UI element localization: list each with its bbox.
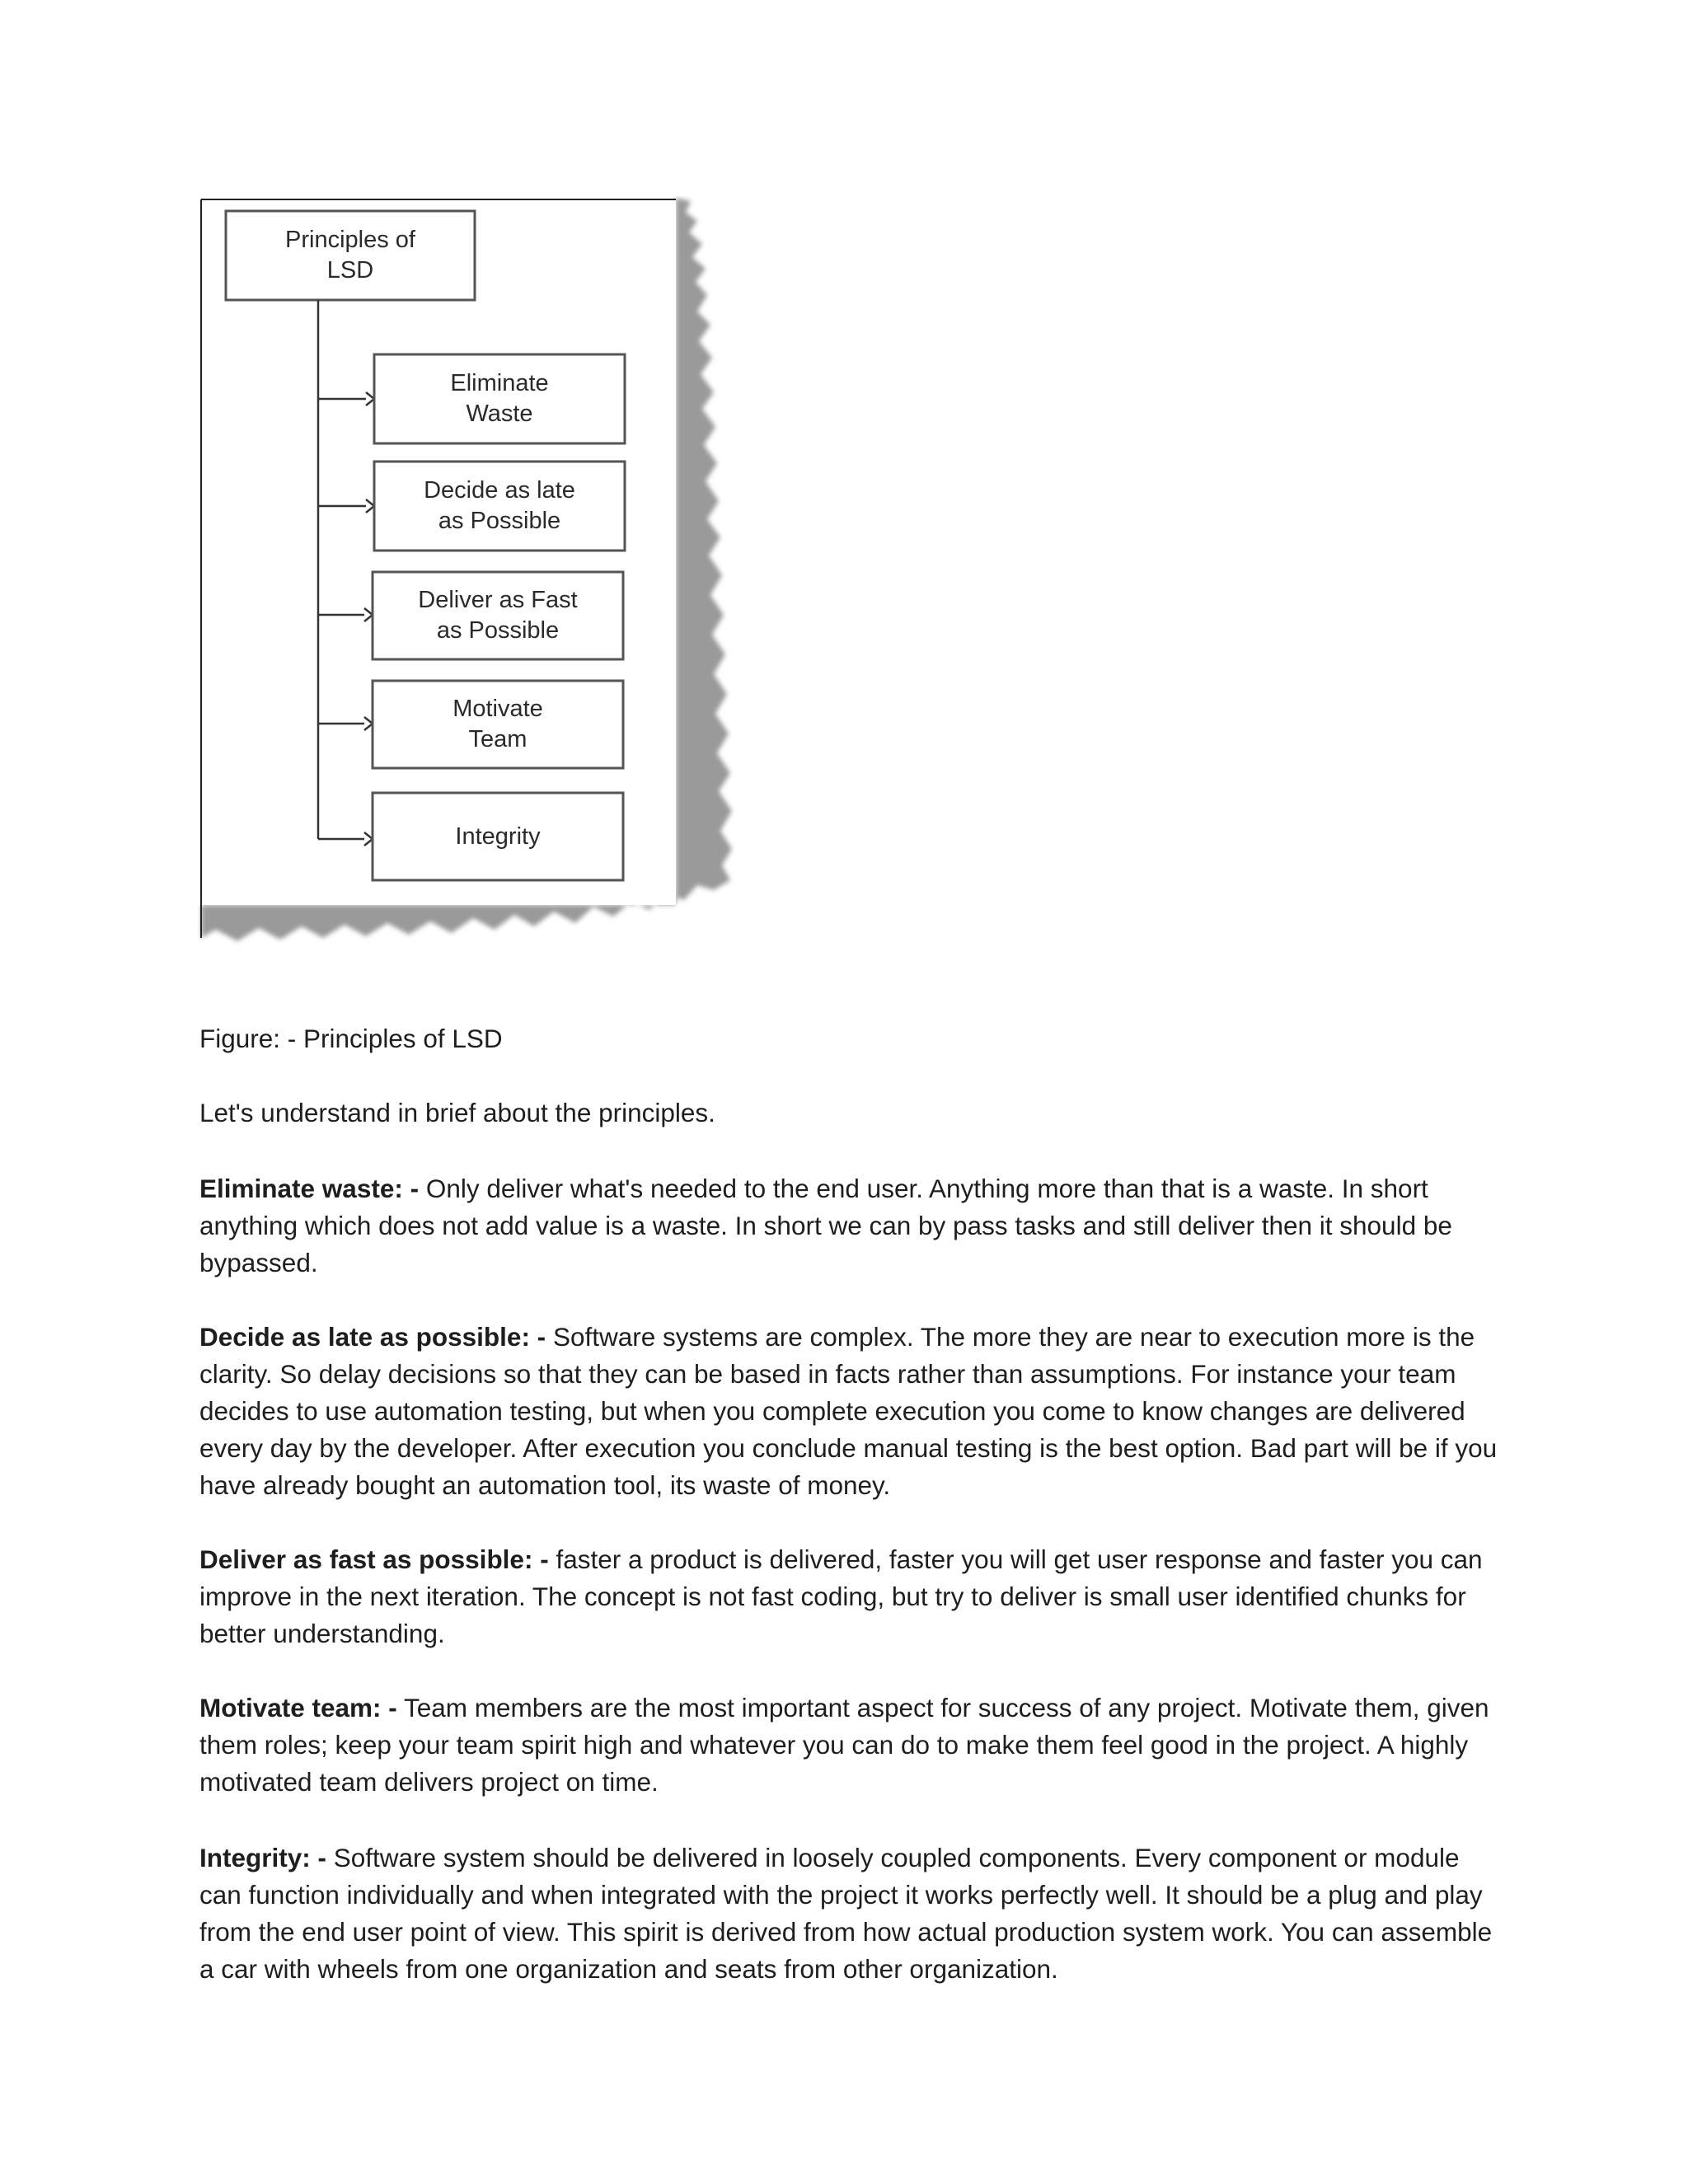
section-heading: Deliver as fast as possible: - [199,1544,549,1574]
section-body: Software systems are complex. The more they are near to execution more is the clarity. So delay decisions so that they can be based in facts rather than assumptions. For instance your team decides to use automation testing, but when you complete execution you come to know changes are delivered every day by the developer. After execution you conclude manual testing is the best option. Bad part will be if you have already bought an automation tool, its waste of money. [199,1322,1498,1500]
section-integrity [199,1840,1502,1988]
section-heading: Motivate team: - [199,1693,397,1722]
child-box-label: Motivate Team [452,696,543,752]
intro-paragraph [199,1094,1502,1132]
section-deliver-fast [199,1541,1502,1652]
figure-caption [199,1020,1502,1057]
root-box-label: Principles of LSD [285,227,415,284]
caption-text: Figure: - Principles of LSD [199,1024,503,1053]
child-box-label: Integrity [455,823,541,850]
section-heading: Eliminate waste: - [199,1174,420,1203]
section-body: faster a product is delivered, faster you will get user response and faster you can improve in the next iteration. The concept is not fast coding, but try to deliver is small user identified chunks for better understanding. [199,1544,1483,1648]
child-box-label: Decide as late as Possible [424,477,575,534]
section-decide-late [199,1319,1502,1504]
child-box-label: Eliminate Waste [450,370,549,427]
section-heading: Integrity: - [199,1843,326,1872]
section-body: Only deliver what's needed to the end user. Anything more than that is a waste. In short anything which does not add value is a waste. In short we can by pass tasks and still deliver then it should be bypassed. [199,1174,1452,1277]
principles-figure [198,196,775,987]
section-eliminate-waste [199,1170,1502,1282]
section-heading: Decide as late as possible: - [199,1322,546,1352]
child-box-label: Deliver as Fast as Possible [418,587,578,644]
section-motivate-team [199,1690,1502,1801]
section-body: Team members are the most important aspect for success of any project. Motivate them, given them roles; keep your team spirit high and whatever you can do to make them feel good in the project. A highly motivated team delivers project on time. [199,1693,1489,1797]
intro-text: Let's understand in brief about the principles. [199,1098,715,1127]
section-body: Software system should be delivered in loosely coupled components. Every component or module can function individually and when integrated with the project it works perfectly well. It should be a plug and play from the end user point of view. This spirit is derived from how actual production system work. You can assemble a car with wheels from one organization and seats from other organization. [199,1843,1493,1984]
